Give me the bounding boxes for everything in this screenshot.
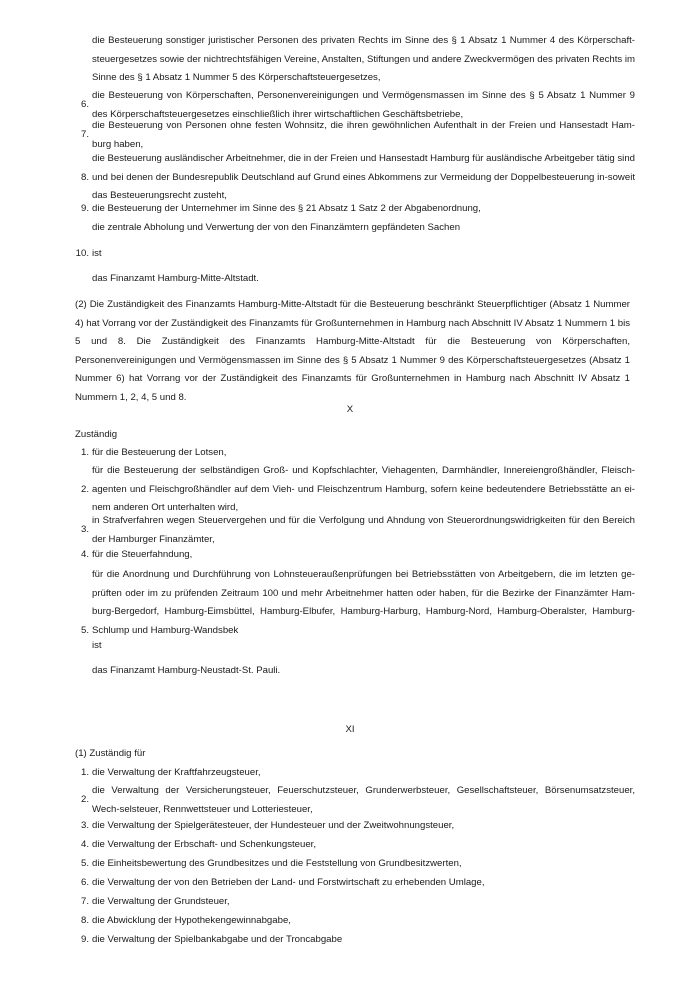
list-text: für die Anordnung und Durchführung von Lohnsteueraußenprüfungen bei Betriebsstätten von Arbeitgebern, die im letzten ge-prüften oder im zu prüfenden Zeitraum 100 und mehr Arbeitnehmer hatten oder haben, für die Bezirke der Finanzämter Ham-burg-Bergedorf, Hamburg-Eimsbüttel, Hamburg-Elbufer, Hamburg-Harburg, Hamburg-Nord, Hamburg-Oberalster, Hamburg-Schlump und Hamburg-Wandsbek bbox=[92, 569, 635, 636]
list-number: 1. bbox=[80, 447, 89, 458]
list-number: 9. bbox=[80, 203, 89, 214]
list-text: für die Steuerfahndung, bbox=[92, 549, 193, 560]
sec10-item-5 bbox=[75, 566, 635, 640]
sec11-item-4 bbox=[75, 836, 635, 855]
list-text: für die Besteuerung der selbständigen Groß- und Kopfschlachter, Viehagenten, Darmhändler, Innereiengroßhändler, Fleisch-agenten und Fleischgroßhändler auf dem Vieh- und Fleischzentrum Hamburg, sofern keine bedeutendere Betriebsstätte an ei-nem anderen Ort unterhalten wird, bbox=[92, 465, 635, 513]
list-number: 3. bbox=[80, 820, 89, 831]
sec10-item-1 bbox=[75, 444, 635, 463]
list-number: 5. bbox=[80, 858, 89, 869]
list-number: 4. bbox=[80, 549, 89, 560]
paragraph-2: (2) Die Zuständigkeit des Finanzamts Hamburg-Mitte-Altstadt für die Besteuerung beschränkt Steuerpflichtiger (Absatz 1 Nummer 4) hat Vorrang vor der Zuständigkeit des Finanzamts für Großunternehmen in Hamburg nach Abschnitt IV Absatz 1 Nummern 1 bis 5 und 8. Die Zuständigkeit des Finanzamts Hamburg-Mitte-Altstadt für die Besteuerung von Körperschaften, Personenvereinigungen und Vermögensmassen im Sinne des § 5 Absatz 1 Nummer 9 des Körperschaftsteuergesetzes (Absatz 1 Nummer 6) hat Vorrang vor der Zuständigkeit des Finanzamts für Großunternehmen in Hamburg nach Abschnitt IV Absatz 1 Nummern 1, 2, 4, 5 und 8. bbox=[75, 299, 630, 403]
sec11-item-9 bbox=[75, 931, 635, 950]
list-number: 6. bbox=[80, 99, 89, 111]
list-number: 10. bbox=[75, 248, 89, 259]
list-text: die Verwaltung der von den Betrieben der Land- und Forstwirtschaft zu erhebenden Umlage, bbox=[92, 877, 485, 888]
list-number: 1. bbox=[80, 767, 89, 778]
list-text: die Verwaltung der Grundsteuer, bbox=[92, 896, 230, 907]
section-xi-intro: (1) Zuständig für bbox=[75, 748, 146, 759]
list-number: 5. bbox=[80, 624, 89, 636]
sec9-item-10-number bbox=[75, 245, 635, 264]
list-text: die Besteuerung von Körperschaften, Personenvereinigungen und Vermögensmassen im Sinne des § 5 Absatz 1 Nummer 9 des Körperschaftsteuergesetzes einschließlich ihrer wirtschaftlichen Geschäftsbetriebe, bbox=[92, 90, 635, 120]
sec11-item-7 bbox=[75, 893, 635, 912]
ist-text: ist bbox=[92, 640, 102, 651]
list-number: 6. bbox=[80, 877, 89, 888]
sec9-item-7 bbox=[75, 117, 635, 154]
list-text: die Abwicklung der Hypothekengewinnabgabe, bbox=[92, 915, 291, 926]
list-text: die Besteuerung ausländischer Arbeitnehmer, die in der Freien und Hansestadt Hamburg für ausländische Arbeitgeber tätig sind und bei denen der Bundesrepublik Deutschland auf Grund eines Abkommens zur Vermeidung der Doppelbesteuerung in-soweit das Besteuerungsrecht zusteht, bbox=[92, 153, 635, 201]
sec9-item-9 bbox=[75, 200, 635, 219]
list-text: die Besteuerung der Unternehmer im Sinne des § 21 Absatz 1 Satz 2 der Abgabenordnung, bbox=[92, 203, 481, 214]
list-text: die Einheitsbewertung des Grundbesitzes und die Feststellung von Grundbesitzwerten, bbox=[92, 858, 462, 869]
list-text: die Verwaltung der Spielgerätesteuer, der Hundesteuer und der Zweitwohnungsteuer, bbox=[92, 820, 455, 831]
list-text: in Strafverfahren wegen Steuervergehen und für die Verfolgung und Ahndung von Steuerordnungswidrigkeiten für den Bereich der Hamburger Finanzämter, bbox=[92, 515, 635, 545]
list-number: 3. bbox=[80, 524, 89, 536]
list-number: 8. bbox=[80, 915, 89, 926]
office-name: das Finanzamt Hamburg-Mitte-Altstadt. bbox=[92, 273, 259, 284]
ist-text: ist bbox=[92, 248, 102, 259]
list-text: die Besteuerung sonstiger juristischer Personen des privaten Rechts im Sinne des § 1 Absatz 1 Nummer 4 des Körperschaft-steuergesetzes sowie der nichtrechtsfähigen Vereine, Anstalten, Stiftungen und andere Zweckvermögen des privaten Rechts im Sinne des § 1 Absatz 1 Nummer 5 des Körperschaftsteuergesetzes, bbox=[92, 35, 635, 83]
sec10-item-2 bbox=[75, 462, 635, 518]
list-number: 7. bbox=[80, 896, 89, 907]
list-text: die Verwaltung der Versicherungsteuer, Feuerschutzsteuer, Grunderwerbsteuer, Gesellschaftsteuer, Börsenumsatzsteuer, Wech-selsteuer, Rennwettsteuer und Lotteriesteuer, bbox=[92, 785, 635, 815]
sec11-item-5 bbox=[75, 855, 635, 874]
sec10-item-4 bbox=[75, 546, 635, 565]
sec11-item-1 bbox=[75, 764, 635, 783]
list-text: die Verwaltung der Spielbankabgabe und der Troncabgabe bbox=[92, 934, 343, 945]
section-x-intro: Zuständig bbox=[75, 429, 118, 440]
sec11-item-6 bbox=[75, 874, 635, 893]
section-heading-xi: XI bbox=[345, 724, 355, 735]
sec9-item-10-text bbox=[75, 219, 635, 238]
list-number: 2. bbox=[80, 794, 89, 806]
list-text: die Verwaltung der Kraftfahrzeugsteuer, bbox=[92, 767, 261, 778]
sec9-item-8 bbox=[75, 150, 635, 206]
list-text: die Besteuerung von Personen ohne festen Wohnsitz, die ihren gewöhnlichen Aufenthalt in der Freien und Hansestadt Ham-burg haben, bbox=[92, 120, 635, 150]
sec10-item-3 bbox=[75, 512, 635, 549]
sec11-item-3 bbox=[75, 817, 635, 836]
sec11-item-2 bbox=[75, 782, 635, 819]
section-heading-x: X bbox=[346, 404, 354, 415]
office-name: das Finanzamt Hamburg-Neustadt-St. Pauli. bbox=[92, 665, 281, 676]
sec11-item-8 bbox=[75, 912, 635, 931]
list-text: die Verwaltung der Erbschaft- und Schenkungsteuer, bbox=[92, 839, 316, 850]
list-text: für die Besteuerung der Lotsen, bbox=[92, 447, 227, 458]
list-number: 4. bbox=[80, 839, 89, 850]
list-number: 9. bbox=[80, 934, 89, 945]
list-text: die zentrale Abholung und Verwertung der von den Finanzämtern gepfändeten Sachen bbox=[92, 222, 461, 233]
list-number: 2. bbox=[80, 483, 89, 495]
sec9-item-5 bbox=[75, 32, 635, 88]
list-number: 7. bbox=[80, 129, 89, 141]
list-number: 8. bbox=[80, 171, 89, 183]
